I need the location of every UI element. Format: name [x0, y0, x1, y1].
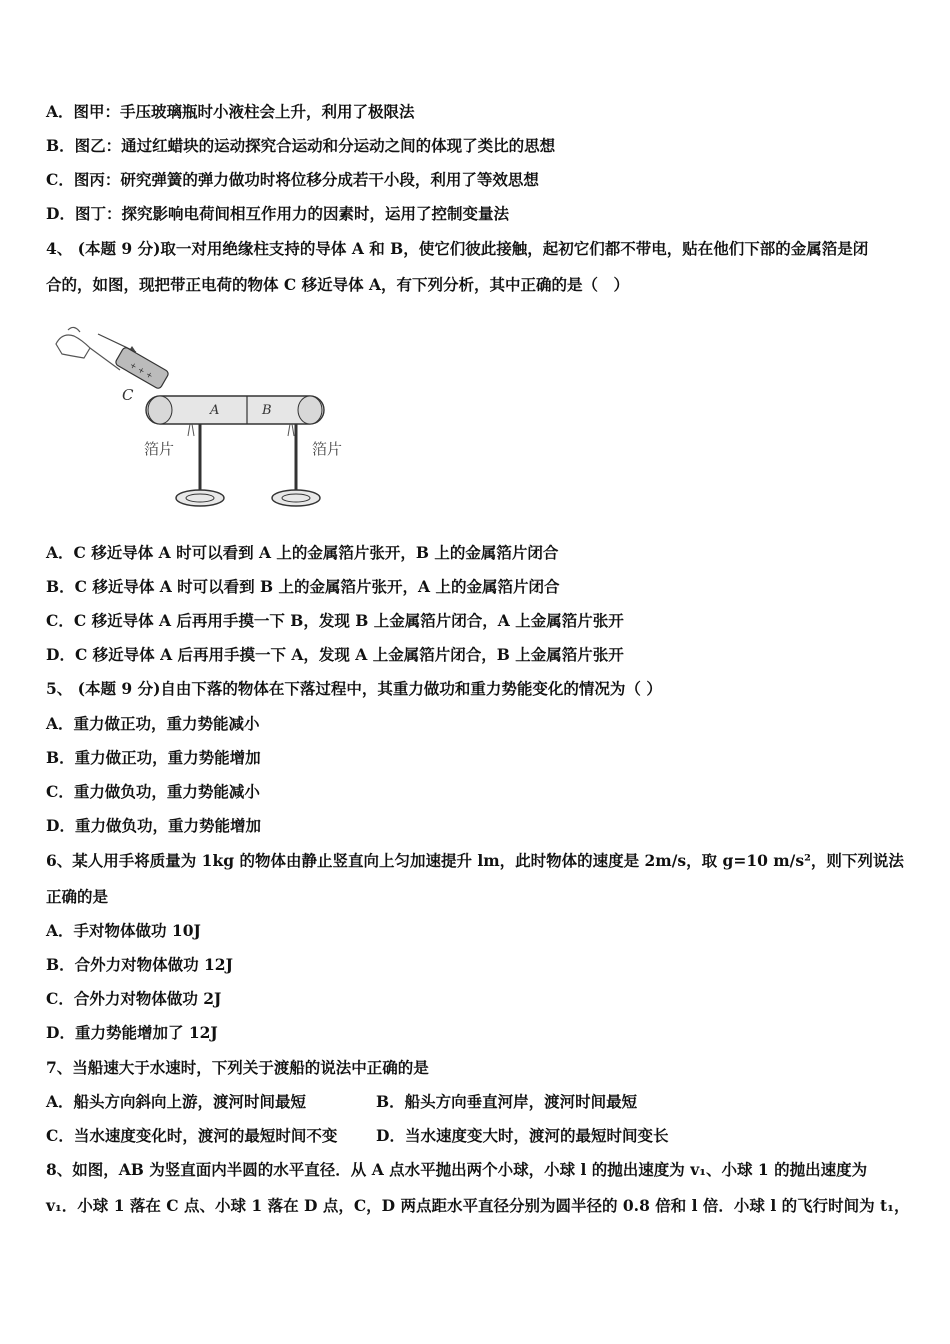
- q8-line1: 8、如图，AB 为竖直面内半圆的水平直径．从 A 点水平抛出两个小球，小球 l 的抛出速度为 v₁、小球 1 的抛出速度为: [46, 1160, 868, 1179]
- q5-stem: 5、 (本题 9 分)自由下落的物体在下落过程中，其重力做功和重力势能变化的情况为（ ）: [46, 679, 662, 698]
- q6-option-c: C．合外力对物体做功 2J: [46, 989, 222, 1008]
- q7-option-d: D．当水速度变大时，渡河的最短时间变长: [376, 1126, 669, 1145]
- q4-stem-line2: 合的，如图，现把带正电荷的物体 C 移近导体 A，有下列分析，其中正确的是（ ）: [46, 275, 630, 294]
- svg-text:+ + +: + + +: [128, 360, 155, 381]
- q6-stem-line2: 正确的是: [46, 887, 109, 906]
- q3-option-b: B．图乙：通过红蜡块的运动探究合运动和分运动之间的体现了类比的思想: [46, 136, 556, 155]
- q5-option-b: B．重力做正功，重力势能增加: [46, 748, 261, 767]
- hand-illustration: [56, 327, 120, 370]
- q6-option-b: B．合外力对物体做功 12J: [46, 955, 233, 974]
- q4-option-c: C．C 移近导体 A 后再用手摸一下 B，发现 B 上金属箔片闭合，A 上金属箔片张开: [46, 611, 624, 630]
- q5-option-d: D．重力做负功，重力势能增加: [46, 816, 261, 835]
- insulating-stand-left: [176, 424, 224, 506]
- q4-option-b: B．C 移近导体 A 时可以看到 B 上的金属箔片张开，A 上的金属箔片闭合: [46, 577, 560, 596]
- foil-left: [188, 424, 194, 436]
- q3-option-a: A．图甲：手压玻璃瓶时小液柱会上升，利用了极限法: [46, 102, 415, 121]
- foil-right: [288, 424, 294, 436]
- q4-option-d: D．C 移近导体 A 后再用手摸一下 A，发现 A 上金属箔片闭合，B 上金属箔片张开: [46, 645, 624, 664]
- conductor-ab: [146, 396, 324, 424]
- q8-line2: v₁．小球 1 落在 C 点、小球 1 落在 D 点，C，D 两点距水平直径分别为圆半径的 0.8 倍和 l 倍．小球 l 的飞行时间为 t₁，: [46, 1196, 910, 1215]
- label-foil-right: 箔片: [312, 440, 343, 458]
- q6-option-a: A．手对物体做功 10J: [46, 921, 201, 940]
- insulating-stand-right: [272, 424, 320, 506]
- q7-option-a: A．船头方向斜向上游，渡河时间最短: [46, 1092, 307, 1111]
- q5-option-a: A．重力做正功，重力势能减小: [46, 714, 260, 733]
- label-a: A: [210, 403, 220, 418]
- q3-option-d: D．图丁：探究影响电荷间相互作用力的因素时，运用了控制变量法: [46, 204, 509, 223]
- q7-stem: 7、当船速大于水速时，下列关于渡船的说法中正确的是: [46, 1058, 429, 1077]
- q5-option-c: C．重力做负功，重力势能减小: [46, 782, 260, 801]
- q7-option-c: C．当水速度变化时，渡河的最短时间不变: [46, 1126, 338, 1145]
- q6-stem-line1: 6、某人用手将质量为 1kg 的物体由静止竖直向上匀加速提升 lm，此时物体的速度是 2m/s，取 g=10 m/s²，则下列说法: [46, 851, 904, 870]
- q6-option-d: D．重力势能增加了 12J: [46, 1023, 218, 1042]
- charged-rod-c: [114, 346, 169, 389]
- conductor-figure: [50, 318, 360, 523]
- q7-option-b: B．船头方向垂直河岸，渡河时间最短: [376, 1092, 638, 1111]
- q4-stem-line1: 4、 (本题 9 分)取一对用绝缘柱支持的导体 A 和 B，使它们彼此接触，起初它们都不带电，贴在他们下部的金属箔是闭: [46, 239, 869, 258]
- q3-option-c: C．图丙：研究弹簧的弹力做功时将位移分成若干小段，利用了等效思想: [46, 170, 539, 189]
- label-c: C: [122, 386, 134, 404]
- label-foil-left: 箔片: [144, 440, 175, 458]
- q4-option-a: A．C 移近导体 A 时可以看到 A 上的金属箔片张开，B 上的金属箔片闭合: [46, 543, 559, 562]
- label-b: B: [262, 403, 272, 418]
